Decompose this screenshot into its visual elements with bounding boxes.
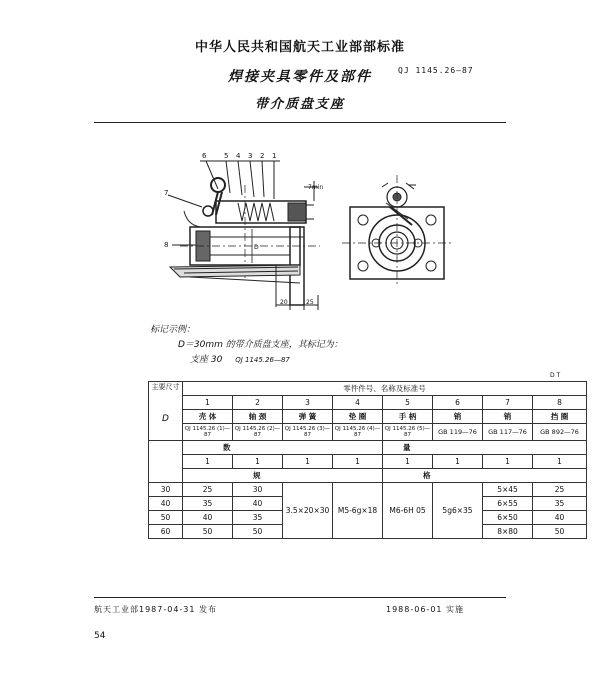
row-p2: 50 bbox=[233, 525, 283, 539]
quantity-value: 1 bbox=[233, 455, 283, 469]
parts-header: 零件件号、名称及标准号 bbox=[183, 382, 587, 396]
spec-p6: 5g6×35 bbox=[433, 483, 483, 539]
part-name: 垫 圈 bbox=[333, 410, 383, 424]
marking-standard: QJ 1145.26—87 bbox=[235, 356, 290, 364]
table-row bbox=[149, 455, 587, 469]
part-name: 挡 圈 bbox=[533, 410, 587, 424]
part-number: 2 bbox=[233, 396, 283, 410]
table-row bbox=[149, 410, 587, 424]
quantity-value: 1 bbox=[483, 455, 533, 469]
callout-8: 8 bbox=[164, 241, 169, 249]
main-dim-header: 主要尺寸 D bbox=[149, 382, 183, 441]
callout-5: 5 bbox=[224, 152, 229, 160]
row-p1: 50 bbox=[183, 525, 233, 539]
quantity-label-2: 量 bbox=[383, 441, 587, 455]
row-p7: 8×80 bbox=[483, 525, 533, 539]
part-number: 6 bbox=[433, 396, 483, 410]
quantity-value: 1 bbox=[183, 455, 233, 469]
callout-2: 2 bbox=[260, 152, 265, 160]
part-standard: GB 117—76 bbox=[483, 424, 533, 441]
part-number: 7 bbox=[483, 396, 533, 410]
row-p2: 30 bbox=[233, 483, 283, 497]
quantity-value: 1 bbox=[433, 455, 483, 469]
table-row bbox=[149, 441, 587, 455]
footer-divider bbox=[94, 597, 506, 598]
part-name: 销 bbox=[433, 410, 483, 424]
quantity-value: 1 bbox=[333, 455, 383, 469]
quantity-value: 1 bbox=[383, 455, 433, 469]
part-standard: QJ 1145.26 (2)—87 bbox=[233, 424, 283, 441]
table-row bbox=[149, 483, 587, 497]
row-p7: 6×55 bbox=[483, 497, 533, 511]
row-p2: 35 bbox=[233, 511, 283, 525]
callout-6: 6 bbox=[202, 152, 207, 160]
empty-cell bbox=[149, 441, 183, 483]
callout-4: 4 bbox=[236, 152, 241, 160]
part-name: 销 bbox=[483, 410, 533, 424]
row-p1: 35 bbox=[183, 497, 233, 511]
part-name: 手 柄 bbox=[383, 410, 433, 424]
page-number: 54 bbox=[94, 631, 106, 641]
table-row bbox=[149, 469, 587, 483]
part-name: 弹 簧 bbox=[283, 410, 333, 424]
row-p8: 25 bbox=[533, 483, 587, 497]
row-d: 30 bbox=[149, 483, 183, 497]
effective-date: 1988-06-01 实施 bbox=[386, 605, 465, 614]
callout-7: 7 bbox=[164, 189, 169, 197]
part-number: 1 bbox=[183, 396, 233, 410]
part-standard: GB 892—76 bbox=[533, 424, 587, 441]
row-d: 50 bbox=[149, 511, 183, 525]
issuing-organization: 中华人民共和国航天工业部部标准 bbox=[194, 40, 405, 55]
part-name: 壳 体 bbox=[183, 410, 233, 424]
dim-25: 25 bbox=[306, 299, 314, 306]
marking-label: 支座 30 bbox=[190, 355, 223, 365]
issue-date: 航天工业部1987-04-31 发布 bbox=[94, 605, 218, 614]
header-divider bbox=[94, 122, 506, 123]
row-p8: 35 bbox=[533, 497, 587, 511]
part-standard: QJ 1145.26 (5)—87 bbox=[383, 424, 433, 441]
spec-p5: M6-6H 05 bbox=[383, 483, 433, 539]
row-d: 60 bbox=[149, 525, 183, 539]
dim-7min: 7min bbox=[308, 184, 324, 191]
part-standard: QJ 1145.26 (4)—87 bbox=[333, 424, 383, 441]
row-p1: 40 bbox=[183, 511, 233, 525]
spec-label: 规 bbox=[183, 469, 383, 483]
part-number: 3 bbox=[283, 396, 333, 410]
document-title: 焊接夹具零件及部件 bbox=[228, 69, 372, 85]
row-d: 40 bbox=[149, 497, 183, 511]
callout-1: 1 bbox=[272, 152, 277, 160]
dim-d: D bbox=[254, 244, 259, 251]
quantity-value: 1 bbox=[533, 455, 587, 469]
marking-heading: 标记示例： bbox=[150, 325, 196, 335]
row-p1: 25 bbox=[183, 483, 233, 497]
assembly-drawing bbox=[150, 145, 460, 315]
part-number: 4 bbox=[333, 396, 383, 410]
marking-line1: D＝30mm 的带介质盘支座，其标记为： bbox=[178, 340, 343, 350]
row-p2: 40 bbox=[233, 497, 283, 511]
document-subtitle: 带介质盘支座 bbox=[254, 97, 345, 112]
dim-20: 20 bbox=[280, 299, 288, 306]
part-name: 轴 颈 bbox=[233, 410, 283, 424]
table-row bbox=[149, 382, 587, 396]
part-number: 8 bbox=[533, 396, 587, 410]
row-p7: 6×50 bbox=[483, 511, 533, 525]
part-standard: GB 119—76 bbox=[433, 424, 483, 441]
callout-3: 3 bbox=[248, 152, 253, 160]
part-standard: QJ 1145.26 (3)—87 bbox=[283, 424, 333, 441]
spec-label-2: 格 bbox=[383, 469, 587, 483]
standard-number: QJ 1145.26—87 bbox=[398, 66, 474, 75]
part-standard: QJ 1145.26 (1)—87 bbox=[183, 424, 233, 441]
row-p8: 40 bbox=[533, 511, 587, 525]
table-row bbox=[149, 396, 587, 410]
quantity-label: 数 bbox=[183, 441, 383, 455]
quantity-value: 1 bbox=[283, 455, 333, 469]
row-p8: 50 bbox=[533, 525, 587, 539]
unit-note: D T bbox=[550, 372, 561, 379]
row-p7: 5×45 bbox=[483, 483, 533, 497]
spec-p4: M5-6g×18 bbox=[333, 483, 383, 539]
parts-table bbox=[148, 381, 587, 539]
spec-p3: 3.5×20×30 bbox=[283, 483, 333, 539]
part-number: 5 bbox=[383, 396, 433, 410]
table-row bbox=[149, 424, 587, 441]
